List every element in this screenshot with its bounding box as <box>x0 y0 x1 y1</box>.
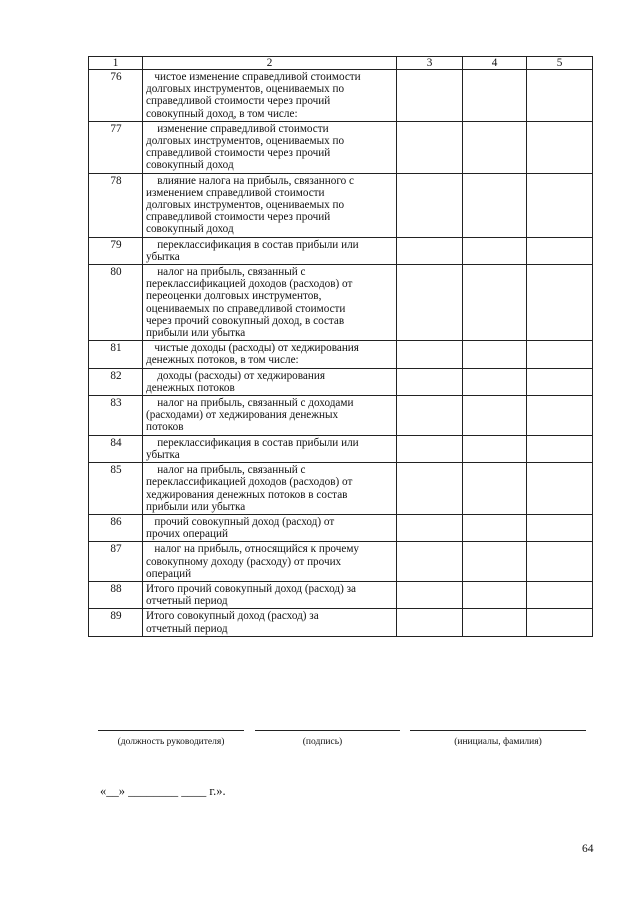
description-line: налог на прибыль, относящийся к прочему <box>146 543 359 556</box>
description-line: денежных потоков, в том числе: <box>146 354 299 367</box>
table-row <box>89 368 593 395</box>
value-cell-col-3 <box>397 581 463 608</box>
description-line: (расходами) от хеджирования денежных <box>146 409 339 422</box>
description-line: хеджирования денежных потоков в состав <box>146 488 348 501</box>
column-header-2: 2 <box>143 57 397 70</box>
value-cell-col-3 <box>397 70 463 122</box>
value-cell-col-5 <box>527 341 593 368</box>
description-line: прибыли или убытка <box>146 500 246 513</box>
description-line: налог на прибыль, связанный с <box>146 464 306 477</box>
description-line: влияние налога на прибыль, связанного с <box>146 174 355 187</box>
table-row <box>89 121 593 173</box>
description-line: прочих операций <box>146 528 228 541</box>
description-line: справедливой стоимости через прочий <box>146 211 331 224</box>
name-signature-line <box>410 730 586 731</box>
description-line: переклассификацией доходов (расходов) от <box>146 476 353 489</box>
value-cell-col-4 <box>463 237 527 264</box>
row-description <box>143 121 397 173</box>
description-line: налог на прибыль, связанный с доходами <box>146 397 354 410</box>
position-label: (должность руководителя) <box>117 737 225 747</box>
date-line: «__» ________ ____ г.». <box>100 784 226 798</box>
description-line: долговых инструментов, оцениваемых по <box>146 135 345 148</box>
value-cell-col-3 <box>397 368 463 395</box>
row-number: 81 <box>89 341 143 368</box>
value-cell-col-3 <box>397 265 463 341</box>
value-cell-col-4 <box>463 121 527 173</box>
description-line: справедливой стоимости через прочий <box>146 147 331 160</box>
value-cell-col-5 <box>527 435 593 462</box>
description-line: чистое изменение справедливой стоимости <box>146 71 361 83</box>
table-row <box>89 396 593 436</box>
description-line: доходы (расходы) от хеджирования <box>146 369 325 382</box>
description-line: убытка <box>146 250 180 263</box>
value-cell-col-5 <box>527 173 593 237</box>
description-line: переклассификация в состав прибыли или <box>146 238 359 251</box>
value-cell-col-3 <box>397 542 463 582</box>
report-table <box>88 56 593 637</box>
value-cell-col-5 <box>527 609 593 636</box>
row-description <box>143 581 397 608</box>
signature-label: (подпись) <box>302 737 343 747</box>
row-description <box>143 341 397 368</box>
row-description <box>143 70 397 122</box>
value-cell-col-4 <box>463 609 527 636</box>
description-line: переоценки долговых инструментов, <box>146 290 322 303</box>
description-line: прибыли или убытка <box>146 327 246 340</box>
description-line: совокупному доходу (расходу) от прочих <box>146 555 342 568</box>
description-line: операций <box>146 567 192 580</box>
value-cell-col-5 <box>527 368 593 395</box>
row-number: 79 <box>89 237 143 264</box>
description-line: долговых инструментов, оцениваемых по <box>146 83 345 96</box>
value-cell-col-3 <box>397 173 463 237</box>
value-cell-col-4 <box>463 514 527 541</box>
row-description <box>143 396 397 436</box>
description-line: через прочий совокупный доход, в состав <box>146 314 345 327</box>
value-cell-col-4 <box>463 368 527 395</box>
description-line: чистые доходы (расходы) от хеджирования <box>146 342 359 355</box>
description-line: переклассификацией доходов (расходов) от <box>146 278 353 291</box>
value-cell-col-4 <box>463 581 527 608</box>
description-line: отчетный период <box>146 595 228 608</box>
row-number: 88 <box>89 581 143 608</box>
row-number: 80 <box>89 265 143 341</box>
description-line: денежных потоков <box>146 381 235 394</box>
table-row <box>89 581 593 608</box>
table-row <box>89 435 593 462</box>
value-cell-col-3 <box>397 609 463 636</box>
description-line: оцениваемых по справедливой стоимости <box>146 302 346 315</box>
table-row <box>89 609 593 636</box>
value-cell-col-5 <box>527 463 593 515</box>
row-number: 86 <box>89 514 143 541</box>
value-cell-col-5 <box>527 265 593 341</box>
description-line: изменение справедливой стоимости <box>146 122 329 135</box>
signature-line <box>255 730 400 731</box>
table-row <box>89 265 593 341</box>
description-line: переклассификация в состав прибыли или <box>146 436 359 449</box>
table-row <box>89 70 593 122</box>
table-body <box>89 70 593 637</box>
table-row <box>89 173 593 237</box>
description-line: изменением справедливой стоимости <box>146 186 325 199</box>
value-cell-col-3 <box>397 341 463 368</box>
description-line: Итого совокупный доход (расход) за <box>146 610 319 623</box>
description-line: совокупный доход <box>146 223 234 236</box>
row-description <box>143 542 397 582</box>
table-row <box>89 463 593 515</box>
row-number: 87 <box>89 542 143 582</box>
value-cell-col-4 <box>463 435 527 462</box>
value-cell-col-3 <box>397 514 463 541</box>
value-cell-col-5 <box>527 121 593 173</box>
value-cell-col-5 <box>527 581 593 608</box>
row-description <box>143 435 397 462</box>
description-line: прочий совокупный доход (расход) от <box>146 515 335 528</box>
value-cell-col-4 <box>463 70 527 122</box>
row-number: 83 <box>89 396 143 436</box>
table-row <box>89 237 593 264</box>
description-line: потоков <box>146 421 184 434</box>
row-description <box>143 368 397 395</box>
value-cell-col-4 <box>463 542 527 582</box>
row-description <box>143 514 397 541</box>
column-header-3: 3 <box>397 57 463 70</box>
value-cell-col-3 <box>397 237 463 264</box>
description-line: совокупный доход <box>146 159 234 172</box>
value-cell-col-4 <box>463 265 527 341</box>
value-cell-col-3 <box>397 396 463 436</box>
value-cell-col-5 <box>527 237 593 264</box>
table-header-row <box>89 57 593 70</box>
value-cell-col-4 <box>463 463 527 515</box>
value-cell-col-4 <box>463 341 527 368</box>
column-header-5: 5 <box>527 57 593 70</box>
column-header-1: 1 <box>89 57 143 70</box>
value-cell-col-5 <box>527 70 593 122</box>
value-cell-col-5 <box>527 542 593 582</box>
row-number: 82 <box>89 368 143 395</box>
description-line: справедливой стоимости через прочий <box>146 95 331 108</box>
row-number: 76 <box>89 70 143 122</box>
description-line: налог на прибыль, связанный с <box>146 266 306 279</box>
table-row <box>89 514 593 541</box>
row-number: 85 <box>89 463 143 515</box>
table-row <box>89 542 593 582</box>
value-cell-col-5 <box>527 514 593 541</box>
row-description <box>143 609 397 636</box>
column-header-4: 4 <box>463 57 527 70</box>
name-label: (инициалы, фамилия) <box>454 737 542 747</box>
row-description <box>143 173 397 237</box>
table-row <box>89 341 593 368</box>
row-number: 78 <box>89 173 143 237</box>
value-cell-col-3 <box>397 463 463 515</box>
description-line: совокупный доход, в том числе: <box>146 107 298 120</box>
description-line: Итого прочий совокупный доход (расход) за <box>146 582 356 595</box>
value-cell-col-5 <box>527 396 593 436</box>
page-number: 64 <box>582 843 594 855</box>
value-cell-col-3 <box>397 121 463 173</box>
row-description <box>143 265 397 341</box>
description-line: отчетный период <box>146 622 228 635</box>
value-cell-col-4 <box>463 173 527 237</box>
row-number: 84 <box>89 435 143 462</box>
position-signature-line <box>98 730 244 731</box>
description-line: убытка <box>146 448 180 461</box>
description-line: долговых инструментов, оцениваемых по <box>146 199 345 212</box>
value-cell-col-3 <box>397 435 463 462</box>
row-number: 77 <box>89 121 143 173</box>
row-number: 89 <box>89 609 143 636</box>
row-description <box>143 463 397 515</box>
value-cell-col-4 <box>463 396 527 436</box>
row-description <box>143 237 397 264</box>
